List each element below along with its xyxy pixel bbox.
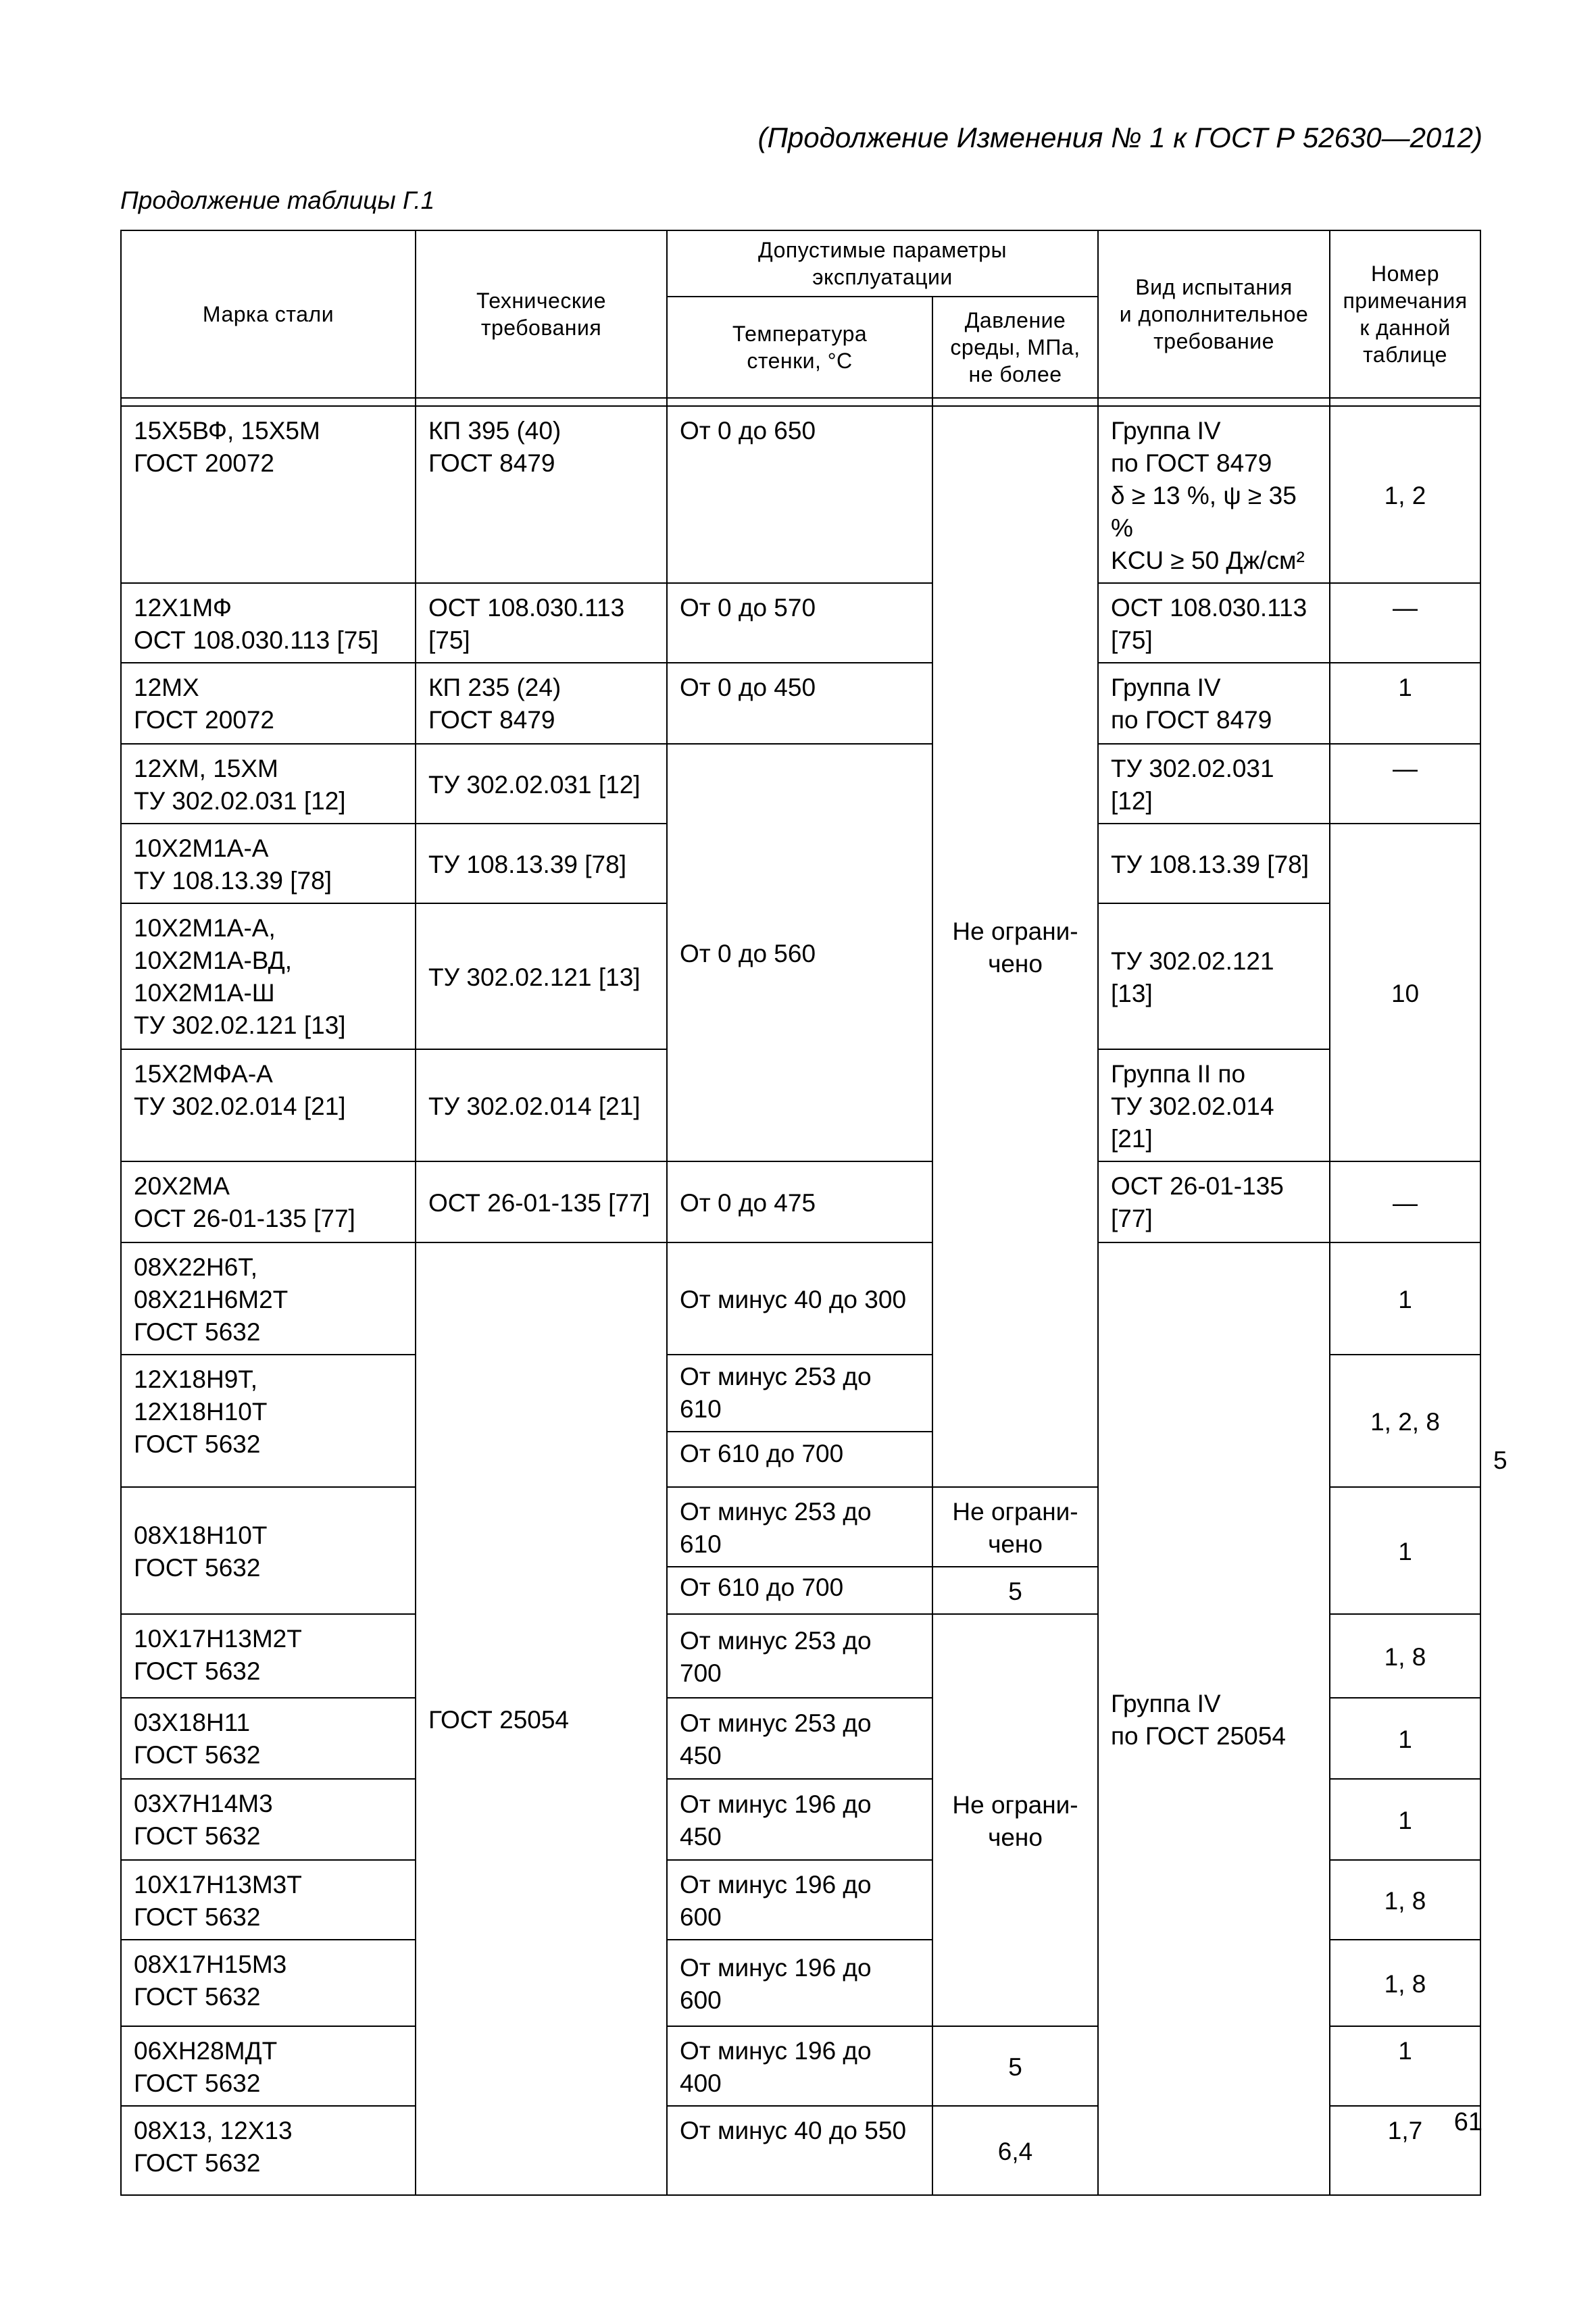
grade-cell: 08Х18Н10Т ГОСТ 5632 xyxy=(121,1487,416,1614)
temp-cell: От 610 до 700 xyxy=(667,1432,932,1487)
header-tech: Технические требования xyxy=(416,230,667,398)
test-cell: ОСТ 108.030.113 [75] xyxy=(1098,583,1330,663)
grade-cell: 20Х2МА ОСТ 26-01-135 [77] xyxy=(121,1161,416,1242)
press-cell: 5 xyxy=(932,1567,1098,1614)
tech-cell: ТУ 108.13.39 [78] xyxy=(416,824,667,903)
tech-cell: ТУ 302.02.031 [12] xyxy=(416,744,667,824)
grade-cell: 15Х5ВФ, 15Х5М ГОСТ 20072 xyxy=(121,406,416,583)
tech-cell: КП 235 (24) ГОСТ 8479 xyxy=(416,663,667,744)
temp-cell: От минус 253 до 450 xyxy=(667,1698,932,1779)
note-cell: 10 xyxy=(1330,824,1480,1161)
temp-cell: От минус 196 до 450 xyxy=(667,1779,932,1860)
note-cell: 1, 8 xyxy=(1330,1614,1480,1698)
grade-cell: 15Х2МФА-А ТУ 302.02.014 [21] xyxy=(121,1049,416,1161)
table-row xyxy=(121,663,1480,744)
table-caption: Продолжение таблицы Г.1 xyxy=(120,186,435,214)
temp-cell: От 0 до 560 xyxy=(667,744,932,1161)
grade-cell: 03Х7Н14М3 ГОСТ 5632 xyxy=(121,1779,416,1860)
test-cell: Группа IV по ГОСТ 8479 xyxy=(1098,663,1330,744)
table-row xyxy=(121,583,1480,663)
header-note: Номер примечания к данной таблице xyxy=(1330,230,1480,398)
note-cell: 1,7 xyxy=(1330,2106,1480,2195)
press-cell: Не ограни- чено xyxy=(932,1487,1098,1567)
temp-cell: От 0 до 650 xyxy=(667,406,932,583)
table-row xyxy=(121,1242,1480,1355)
note-cell: — xyxy=(1330,744,1480,824)
note-cell: 1 xyxy=(1330,2026,1480,2106)
table-row xyxy=(121,1161,1480,1242)
note-cell: 1, 2 xyxy=(1330,406,1480,583)
grade-cell: 10Х17Н13М2Т ГОСТ 5632 xyxy=(121,1614,416,1698)
temp-cell: От минус 253 до 610 xyxy=(667,1355,932,1432)
note-cell: — xyxy=(1330,1161,1480,1242)
grade-cell: 08Х22Н6Т, 08Х21Н6М2Т ГОСТ 5632 xyxy=(121,1242,416,1355)
tech-cell: КП 395 (40) ГОСТ 8479 xyxy=(416,406,667,583)
tech-cell: ГОСТ 25054 xyxy=(416,1242,667,2195)
temp-cell: От минус 40 до 550 xyxy=(667,2106,932,2195)
grade-cell: 03Х18Н11 ГОСТ 5632 xyxy=(121,1698,416,1779)
header-grade: Марка стали xyxy=(121,230,416,398)
temp-cell: От минус 196 до 600 xyxy=(667,1860,932,1940)
test-cell: ТУ 302.02.121 [13] xyxy=(1098,903,1330,1049)
temp-cell: От минус 196 до 600 xyxy=(667,1940,932,2026)
grade-cell: 12Х18Н9Т, 12Х18Н10Т ГОСТ 5632 xyxy=(121,1355,416,1487)
note-cell: — xyxy=(1330,583,1480,663)
temp-cell: От 0 до 450 xyxy=(667,663,932,744)
page-header: (Продолжение Изменения № 1 к ГОСТ Р 52630—2012) xyxy=(757,122,1482,153)
test-cell: ТУ 302.02.031 [12] xyxy=(1098,744,1330,824)
temp-cell: От минус 253 до 610 xyxy=(667,1487,932,1567)
tech-cell: ТУ 302.02.121 [13] xyxy=(416,903,667,1049)
header-temp: Температура стенки, °С xyxy=(667,297,932,398)
tech-cell: ОСТ 108.030.113 [75] xyxy=(416,583,667,663)
press-cell: Не ограни- чено xyxy=(932,406,1098,1487)
note-cell: 1, 8 xyxy=(1330,1940,1480,2026)
note-cell: 1 xyxy=(1330,663,1480,744)
header-params: Допустимые параметры эксплуатации xyxy=(667,230,1098,297)
grade-cell: 12ХМ, 15ХМ ТУ 302.02.031 [12] xyxy=(121,744,416,824)
grade-cell: 10Х17Н13М3Т ГОСТ 5632 xyxy=(121,1860,416,1940)
temp-cell: От 0 до 475 xyxy=(667,1161,932,1242)
note-cell: 1 xyxy=(1330,1698,1480,1779)
note-cell: 1, 8 xyxy=(1330,1860,1480,1940)
steel-grades-table xyxy=(120,230,1507,2196)
note-cell: 1 xyxy=(1330,1242,1480,1355)
table-row xyxy=(121,406,1480,583)
test-cell: Группа IV по ГОСТ 8479 δ ≥ 13 %, ψ ≥ 35 % KCU ≥ 50 Дж/см² xyxy=(1098,406,1330,583)
test-cell: Группа II по ТУ 302.02.014 [21] xyxy=(1098,1049,1330,1161)
press-cell: 6,4 xyxy=(932,2106,1098,2195)
note-cell: 1 xyxy=(1330,1487,1480,1614)
note-cell: 1 xyxy=(1330,1779,1480,1860)
grade-cell: 12МХ ГОСТ 20072 xyxy=(121,663,416,744)
header-press: Давление среды, МПа, не более xyxy=(932,297,1098,398)
temp-cell: От минус 253 до 700 xyxy=(667,1614,932,1698)
tech-cell: ТУ 302.02.014 [21] xyxy=(416,1049,667,1161)
test-cell: Группа IV по ГОСТ 25054 xyxy=(1098,1242,1330,2195)
temp-cell: От минус 196 до 400 xyxy=(667,2026,932,2106)
table-row xyxy=(121,744,1480,824)
table-row: От 610 до 700 5 xyxy=(121,1432,1480,1487)
tech-cell: ОСТ 26-01-135 [77] xyxy=(416,1161,667,1242)
test-cell: ОСТ 26-01-135 [77] xyxy=(1098,1161,1330,1242)
press-cell: 5 xyxy=(932,2026,1098,2106)
temp-cell: От 0 до 570 xyxy=(667,583,932,663)
grade-cell: 06ХН28МДТ ГОСТ 5632 xyxy=(121,2026,416,2106)
grade-cell: 10Х2М1А-А, 10Х2М1А-ВД, 10Х2М1А-Ш ТУ 302.02.121 [13] xyxy=(121,903,416,1049)
grade-cell: 10Х2М1А-А ТУ 108.13.39 [78] xyxy=(121,824,416,903)
note-cell: 1, 2, 8 xyxy=(1330,1355,1480,1487)
press-cell: Не ограни- чено xyxy=(932,1614,1098,2026)
page-number: 61 xyxy=(1453,2108,1482,2136)
test-cell: ТУ 108.13.39 [78] xyxy=(1098,824,1330,903)
header-test: Вид испытания и дополнительное требование xyxy=(1098,230,1330,398)
grade-cell: 08Х17Н15М3 ГОСТ 5632 xyxy=(121,1940,416,2026)
grade-cell: 12Х1МФ ОСТ 108.030.113 [75] xyxy=(121,583,416,663)
grade-cell: 08Х13, 12Х13 ГОСТ 5632 xyxy=(121,2106,416,2195)
temp-cell: От минус 40 до 300 xyxy=(667,1242,932,1355)
temp-cell: От 610 до 700 xyxy=(667,1567,932,1614)
